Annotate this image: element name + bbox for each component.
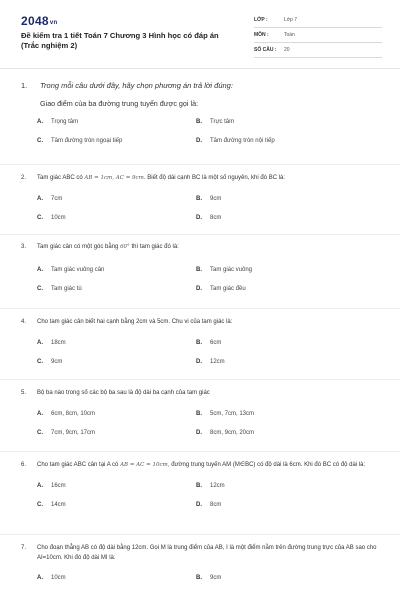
option-text: Trực tâm [210, 119, 235, 125]
option-text: 5cm, 7cm, 13cm [210, 411, 255, 417]
option-letter: B. [196, 340, 202, 346]
option-d[interactable] [196, 215, 221, 221]
question-3 [21, 242, 381, 303]
question-number: 7. [21, 545, 27, 551]
option-d[interactable] [196, 286, 246, 292]
question-text: Cho tam giác cân biết hai cạnh bằng 2cm và 5cm. Chu vi của tam giác là: [37, 319, 233, 325]
option-letter: D. [196, 430, 202, 436]
option-letter: D. [196, 502, 202, 508]
option-text: 10cm [51, 215, 66, 221]
question-number: 6. [21, 462, 27, 468]
option-text: 9cm [210, 575, 222, 581]
header [0, 0, 400, 68]
question-divider [0, 379, 400, 380]
question-divider [0, 164, 400, 165]
option-text: Tam giác đều [210, 286, 246, 292]
meta-class [254, 13, 382, 28]
question-number: 5. [21, 390, 27, 396]
option-text: 8cm [210, 215, 222, 221]
meta-subject [254, 28, 382, 43]
option-c[interactable] [21, 359, 196, 365]
question-7 [21, 543, 381, 592]
option-letter: A. [37, 483, 43, 489]
option-letter: C. [37, 430, 43, 436]
question-text: Bộ ba nào trong số các bộ ba sau là độ dài ba cạnh của tam giác [37, 390, 210, 396]
site-logo[interactable]: 2048vn [21, 14, 58, 28]
option-text: Tâm đường tròn nội tiếp [210, 138, 275, 144]
meta-label: SỐ CÂU : [254, 47, 277, 53]
option-b[interactable] [196, 411, 254, 417]
option-d[interactable] [196, 359, 225, 365]
question-text: Tam giác cân có một góc bằng 60° thì tam giác đó là: [37, 244, 179, 250]
option-a[interactable] [21, 267, 196, 273]
question-6 [21, 460, 381, 519]
option-letter: A. [37, 196, 43, 202]
option-letter: C. [37, 502, 43, 508]
option-text: 7cm, 9cm, 17cm [51, 430, 96, 436]
question-divider [0, 308, 400, 309]
option-d[interactable] [196, 502, 221, 508]
option-letter: A. [37, 119, 43, 125]
option-letter: B. [196, 483, 202, 489]
question-text: Cho tam giác ABC cân tại A có AB = AC = 10cm, đường trung tuyến AM (M∈BC) có độ dài là 6cm. Khi đó BC có độ dài là: [37, 462, 366, 468]
question-2 [21, 173, 381, 232]
option-letter: B. [196, 196, 202, 202]
option-c[interactable] [21, 430, 196, 436]
option-text: 14cm [51, 502, 66, 508]
question-1 [21, 80, 381, 155]
option-a[interactable] [21, 119, 196, 125]
option-letter: B. [196, 411, 202, 417]
option-a[interactable] [21, 575, 196, 581]
math-expression: AB = 1cm, AC = 9cm. [84, 175, 146, 181]
option-a[interactable] [21, 411, 196, 417]
option-letter: B. [196, 267, 202, 273]
option-letter: A. [37, 340, 43, 346]
question-number: 1. [21, 81, 28, 90]
option-letter: D. [196, 138, 202, 144]
option-text: Tam giác vuông [210, 267, 253, 273]
option-text: 12cm [210, 483, 225, 489]
question-text: Trong mỗi câu dưới đây, hãy chọn phương án trả lời đúng: [40, 81, 233, 90]
option-text: 7cm [51, 196, 63, 202]
option-b[interactable] [196, 575, 221, 581]
option-text: Tam giác tù [51, 286, 82, 292]
header-divider [0, 68, 400, 69]
option-text: 9cm [210, 196, 222, 202]
option-text: Tam giác vuông cân [51, 267, 105, 273]
question-number: 2. [21, 175, 27, 181]
option-b[interactable] [196, 119, 234, 125]
option-text: 10cm [51, 575, 66, 581]
option-letter: D. [196, 286, 202, 292]
page-title: Đề kiểm tra 1 tiết Toán 7 Chương 3 Hình học có đáp án (Trắc nghiệm 2) [21, 31, 219, 50]
math-expression: AB = AC = 10cm, [120, 462, 170, 468]
option-a[interactable] [21, 196, 196, 202]
option-letter: A. [37, 411, 43, 417]
option-c[interactable] [21, 138, 196, 144]
option-text: Tâm đường tròn ngoại tiếp [51, 138, 123, 144]
option-d[interactable] [196, 138, 275, 144]
option-letter: C. [37, 138, 43, 144]
option-letter: B. [196, 119, 202, 125]
option-text: 6cm, 8cm, 10cm [51, 411, 96, 417]
option-a[interactable] [21, 340, 196, 346]
option-letter: C. [37, 215, 43, 221]
question-text: Tam giác ABC có AB = 1cm, AC = 9cm. Biết độ dài cạnh BC là một số nguyên, khi đó BC là: [37, 175, 286, 181]
math-expression: 60° [120, 244, 130, 250]
option-c[interactable] [21, 215, 196, 221]
question-number: 3. [21, 244, 27, 250]
option-d[interactable] [196, 430, 254, 436]
question-divider [0, 234, 400, 235]
option-letter: D. [196, 215, 202, 221]
option-text: 6cm [210, 340, 222, 346]
question-4 [21, 317, 381, 376]
option-c[interactable] [21, 502, 196, 508]
question-text: Cho đoạn thẳng AB có độ dài bằng 12cm. Gọi M là trung điểm của AB, I là một điểm nằm trên đường trung trực của AB sao cho AI=10cm. Khi đó độ dài MI là: [37, 545, 377, 561]
question-number: 4. [21, 319, 27, 325]
meta-question-count [254, 43, 382, 58]
option-letter: A. [37, 575, 43, 581]
option-text: 9cm [51, 359, 63, 365]
option-b[interactable] [196, 196, 221, 202]
option-text: 16cm [51, 483, 66, 489]
question-divider [0, 451, 400, 452]
meta-label: MÔN : [254, 32, 269, 38]
option-c[interactable] [21, 286, 196, 292]
question-subtext: Giao điểm của ba đường trung tuyến được gọi là: [40, 99, 199, 108]
option-letter: A. [37, 267, 43, 273]
question-divider [0, 534, 400, 535]
option-b[interactable] [196, 483, 225, 489]
meta-value: Lớp 7 [284, 17, 298, 23]
option-text: 12cm [210, 359, 225, 365]
option-text: 18cm [51, 340, 66, 346]
option-letter: C. [37, 286, 43, 292]
option-text: Trọng tâm [51, 119, 79, 125]
option-b[interactable] [196, 340, 221, 346]
option-b[interactable] [196, 267, 252, 273]
option-text: 8cm, 9cm, 20cm [210, 430, 255, 436]
option-a[interactable] [21, 483, 196, 489]
meta-label: LỚP : [254, 17, 268, 23]
meta-value: Toán [284, 32, 295, 38]
quiz-meta [254, 13, 382, 58]
option-letter: C. [37, 359, 43, 365]
option-letter: B. [196, 575, 202, 581]
meta-value: 20 [284, 47, 290, 53]
option-letter: D. [196, 359, 202, 365]
option-text: 8cm [210, 502, 222, 508]
question-5 [21, 388, 381, 447]
